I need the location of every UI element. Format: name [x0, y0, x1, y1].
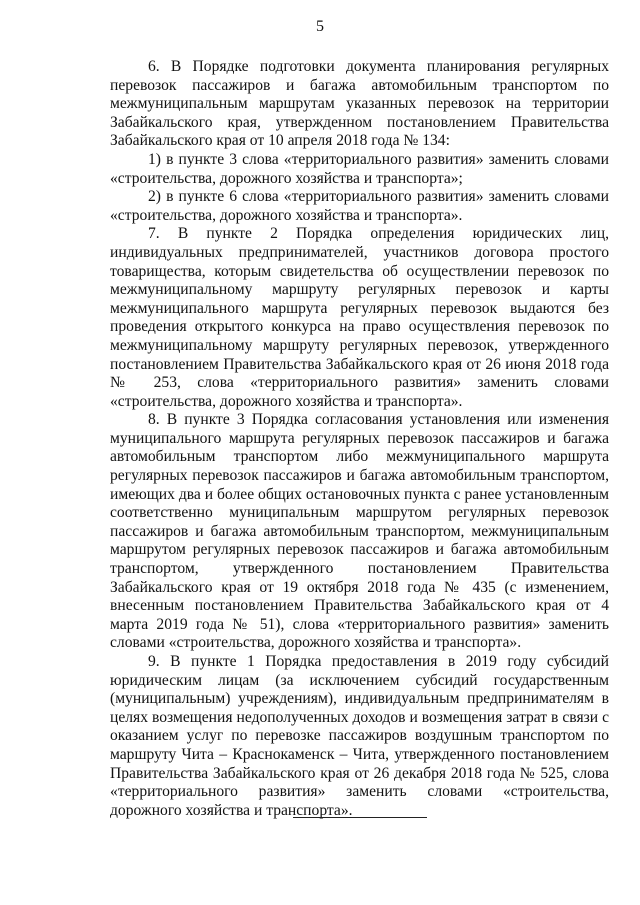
paragraph-7: 7. В пункте 2 Порядка определения юридических лиц, индивидуальных предпринимателей, участников договора простого товарищества, которым свидетельства об осуществлении перевозок по межмуниципальному маршруту регулярных перевозок и карты межмуниципального маршрута регулярных перевозок выдаются без проведения открытого конкурса на право осуществления перевозок по межмуниципальному маршруту регулярных перевозок, утвержденного постановлением Правительства Забайкальского края от 26 июня 2018 года № 253, слова «территориального развития» заменить словами «строительства, дорожного хозяйства и транспорта».: [110, 225, 609, 410]
paragraph-6: 6. В Порядке подготовки документа планирования регулярных перевозок пассажиров и багажа автомобильным транспортом по межмуниципальным маршрутам указанных перевозок на территории Забайкальского края, утвержденном постановлением Правительства Забайкальского края от 10 апреля 2018 года № 134:: [110, 58, 609, 150]
subparagraph-6-1: 1) в пункте 3 слова «территориального развития» заменить словами «строительства, дорожного хозяйства и транспорта»;: [110, 150, 609, 187]
paragraph-8: 8. В пункте 3 Порядка согласования установления или изменения муниципального маршрута регулярных перевозок пассажиров и багажа автомобильным транспортом либо межмуниципального маршрута регулярных перевозок пассажиров и багажа автомобильным транспортом, имеющих два и более общих остановочных пункта с ранее установленным соответственно муниципальным маршрутом регулярных перевозок пассажиров и багажа автомобильным транспортом, межмуниципальным маршрутом регулярных перевозок пассажиров и багажа автомобильным транспортом, утвержденного постановлением Правительства Забайкальского края от 19 октября 2018 года № 435 (с изменением, внесенным постановлением Правительства Забайкальского края от 4 марта 2019 года № 51), слова «территориального развития» заменить словами «строительства, дорожного хозяйства и транспорта».: [110, 411, 609, 652]
end-of-text-rule: [293, 817, 427, 818]
subparagraph-6-2: 2) в пункте 6 слова «территориального развития» заменить словами «строительства, дорожного хозяйства и транспорта».: [110, 188, 609, 224]
page-number: 5: [316, 18, 324, 35]
document-body: [110, 58, 609, 820]
paragraph-9: 9. В пункте 1 Порядка предоставления в 2019 году субсидий юридическим лицам (за исключением субсидий государственным (муниципальным) учреждениям), индивидуальным предпринимателям в целях возмещения недополученных доходов и возмещения затрат в связи с оказанием услуг по перевозке пассажиров воздушным транспортом по маршруту Чита – Краснокаменск – Чита, утвержденного постановлением Правительства Забайкальского края от 26 декабря 2018 года № 525, слова «территориального развития» заменить словами «строительства, дорожного хозяйства и транспорта».: [110, 653, 609, 819]
